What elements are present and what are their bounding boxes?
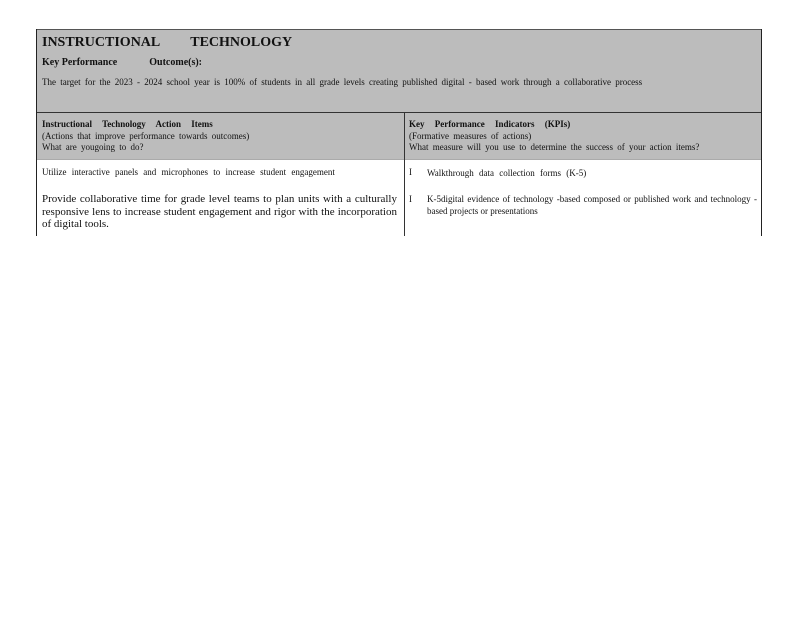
kpi-column-header <box>409 119 754 154</box>
section-title-part1: INSTRUCTIONAL <box>42 35 161 50</box>
column-divider <box>404 113 405 236</box>
action-items-column-header <box>42 119 397 154</box>
action-item: Provide collaborative time for grade level teams to plan units with a culturally responsive lens to increase student engagement and rigor with the incorporation of digital tools. <box>42 193 397 230</box>
kpi-item: Walkthrough data collection forms (K-5) <box>427 168 587 178</box>
target-statement: The target for the 2023 - 2024 school year is 100% of students in all grade levels creating published digital - based work through a collaborative process <box>42 77 643 87</box>
section-header <box>37 29 761 113</box>
outcome-label-part1: Key Performance <box>42 57 118 68</box>
action-items-heading: Instructional Technology Action Items <box>42 119 213 129</box>
instructional-technology-table <box>36 29 762 236</box>
kpi-heading: Key Performance Indicators (KPIs) <box>409 119 571 129</box>
column-header-row <box>37 113 761 160</box>
kpi-item: K-5digital evidence of technology -based composed or published work and technology -based projects or presentations <box>427 194 757 216</box>
kpi-bullet: I <box>409 194 412 204</box>
kpi-subheading: (Formative measures of actions) <box>409 130 532 141</box>
section-title-part2: TECHNOLOGY <box>190 35 293 50</box>
action-items-question: What are yougoing to do? <box>42 142 144 152</box>
action-items-subheading: (Actions that improve performance towards outcomes) <box>42 130 250 141</box>
outcome-label <box>42 57 202 68</box>
outcome-label-part2: Outcome(s): <box>149 57 203 68</box>
section-title <box>42 35 292 51</box>
kpi-bullet: I <box>409 167 412 177</box>
action-item: Utilize interactive panels and microphones to increase student engagement <box>42 167 335 177</box>
kpi-question: What measure will you use to determine the success of your action items? <box>409 142 700 152</box>
